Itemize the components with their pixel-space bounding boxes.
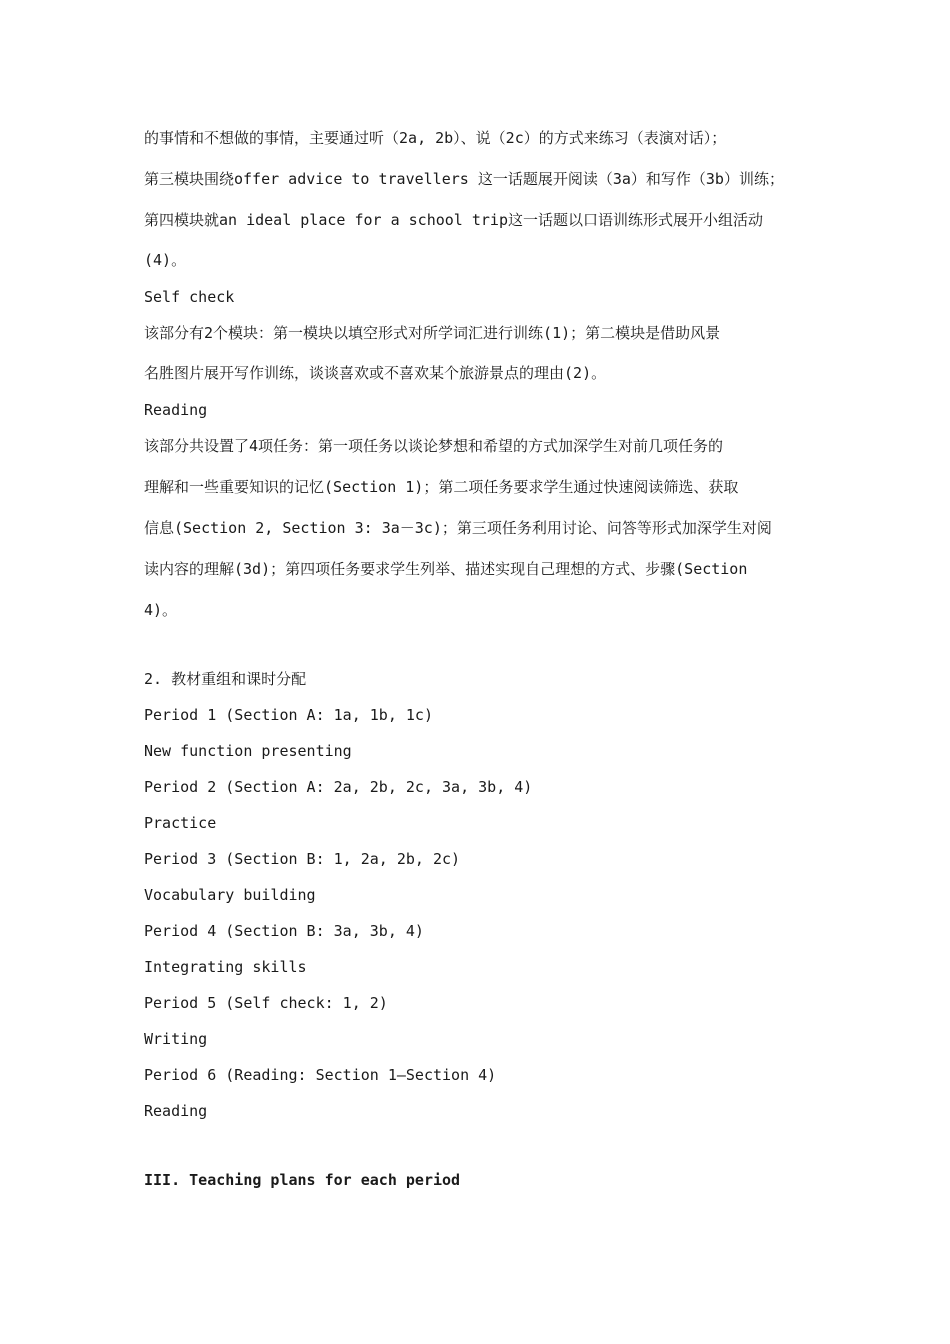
period-line: Period 3 (Section B: 1, 2a, 2b, 2c)	[144, 850, 461, 868]
section-heading-iii: III. Teaching plans for each period	[144, 1171, 461, 1189]
period-description: New function presenting	[144, 742, 352, 760]
paragraph-line: 该部分有2个模块：第一模块以填空形式对所学词汇进行训练(1)；第二模块是借助风景	[144, 324, 721, 342]
section-heading-2: 2. 教材重组和课时分配	[144, 670, 307, 688]
paragraph-line: (4)。	[144, 251, 187, 269]
period-line: Period 6 (Reading: Section 1—Section 4)	[144, 1066, 497, 1084]
period-description: Practice	[144, 814, 217, 832]
paragraph-line: 4)。	[144, 601, 178, 619]
period-description: Reading	[144, 1102, 208, 1120]
period-description: Vocabulary building	[144, 886, 316, 904]
paragraph-line: 的事情和不想做的事情，主要通过听（2a, 2b）、说（2c）的方式来练习（表演对话）；	[144, 129, 727, 147]
period-description: Writing	[144, 1030, 208, 1048]
paragraph-line: 第四模块就an ideal place for a school trip这一话题以口语训练形式展开小组活动	[144, 211, 763, 229]
paragraph-line: 理解和一些重要知识的记忆(Section 1)；第二项任务要求学生通过快速阅读筛选、获取	[144, 478, 739, 496]
paragraph-line: 读内容的理解(3d)；第四项任务要求学生列举、描述实现自己理想的方式、步骤(Section	[144, 560, 748, 578]
paragraph-line: 名胜图片展开写作训练，谈谈喜欢或不喜欢某个旅游景点的理由(2)。	[144, 364, 607, 382]
period-line: Period 4 (Section B: 3a, 3b, 4)	[144, 922, 424, 940]
paragraph-line: 信息(Section 2, Section 3: 3a－3c)；第三项任务利用讨论、问答等形式加深学生对阅	[144, 519, 772, 537]
period-line: Period 1 (Section A: 1a, 1b, 1c)	[144, 706, 433, 724]
period-line: Period 2 (Section A: 2a, 2b, 2c, 3a, 3b, 4)	[144, 778, 533, 796]
paragraph-line: 该部分共设置了4项任务：第一项任务以谈论梦想和希望的方式加深学生对前几项任务的	[144, 437, 724, 455]
section-heading-reading: Reading	[144, 401, 208, 419]
section-heading-self-check: Self check	[144, 288, 235, 306]
period-description: Integrating skills	[144, 958, 307, 976]
period-line: Period 5 (Self check: 1, 2)	[144, 994, 388, 1012]
paragraph-line: 第三模块围绕offer advice to travellers 这一话题展开阅读（3a）和写作（3b）训练；	[144, 170, 784, 188]
